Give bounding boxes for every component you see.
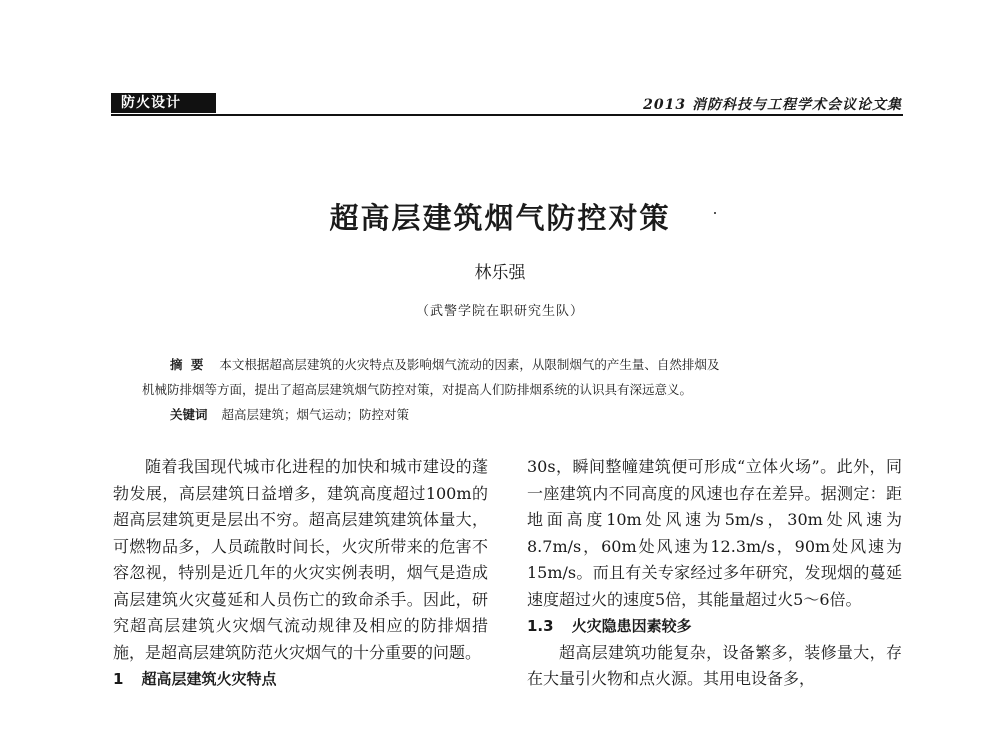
scan-speck (714, 212, 716, 214)
right-paragraph-2: 超高层建筑功能复杂，设备繁多，装修量大，存在大量引火物和点火源。其用电设备多， (527, 642, 902, 688)
intro-paragraph: 随着我国现代城市化进程的加快和城市建设的蓬勃发展，高层建筑日益增多，建筑高度超过100m的超高层建筑更是层出不穷。超高层建筑建筑体量大，可燃物品多，人员疏散时间长，火灾所带来的危害不容忽视，特别是近几年的火灾实例表明，烟气是造成高层建筑火灾蔓延和人员伤亡的致命杀手。因此，研究超高层建筑火灾烟气流动规律及相应的防排烟措施，是超高层建筑防范火灾烟气的十分重要的问题。 (113, 457, 488, 662)
abstract-line-2: 机械防排烟等方面，提出了超高层建筑烟气防控对策，对提高人们防排烟系统的认识具有深远意义。 (142, 382, 693, 397)
right-column (527, 454, 902, 693)
author: 林乐强 (474, 263, 526, 283)
paper-title: 超高层建筑烟气防控对策 (329, 201, 671, 235)
keywords-label: 关键词 (170, 407, 208, 422)
right-paragraph-1: 30s，瞬间整幢建筑便可形成“立体火场”。此外，同一座建筑内不同高度的风速也存在差异。据测定：距地面高度10m处风速为5m/s，30m处风速为8.7m/s，60m处风速为12.3m/s，90m处风速为15m/s。而且有关专家经过多年研究，发现烟的蔓延速度超过火的速度5倍，其能量超过火5～6倍。 (527, 457, 902, 609)
abstract-line-1 (142, 352, 894, 377)
section-1-3-number: 1.3 (527, 617, 554, 635)
proceedings-title: 2013 消防科技与工程学术会议论文集 (643, 97, 902, 113)
abstract-label: 摘 要 (170, 357, 206, 372)
section-tag: 防火设计 (111, 93, 216, 113)
keywords-text: 超高层建筑；烟气运动；防控对策 (221, 407, 410, 422)
section-1-3-heading (527, 613, 902, 640)
section-1-heading (113, 666, 488, 693)
abstract-block (142, 352, 894, 427)
section-1-title: 超高层建筑火灾特点 (141, 670, 277, 688)
abstract-text-1: 本文根据超高层建筑的火灾特点及影响烟气流动的因素，从限制烟气的产生量、自然排烟及 (219, 357, 720, 372)
section-1-3-title: 火灾隐患因素较多 (571, 617, 692, 635)
keywords-line (142, 402, 894, 427)
left-column (113, 454, 488, 693)
affiliation: （武警学院在职研究生队） (415, 304, 584, 319)
section-1-number: 1 (113, 670, 124, 688)
header-rule (111, 114, 903, 116)
